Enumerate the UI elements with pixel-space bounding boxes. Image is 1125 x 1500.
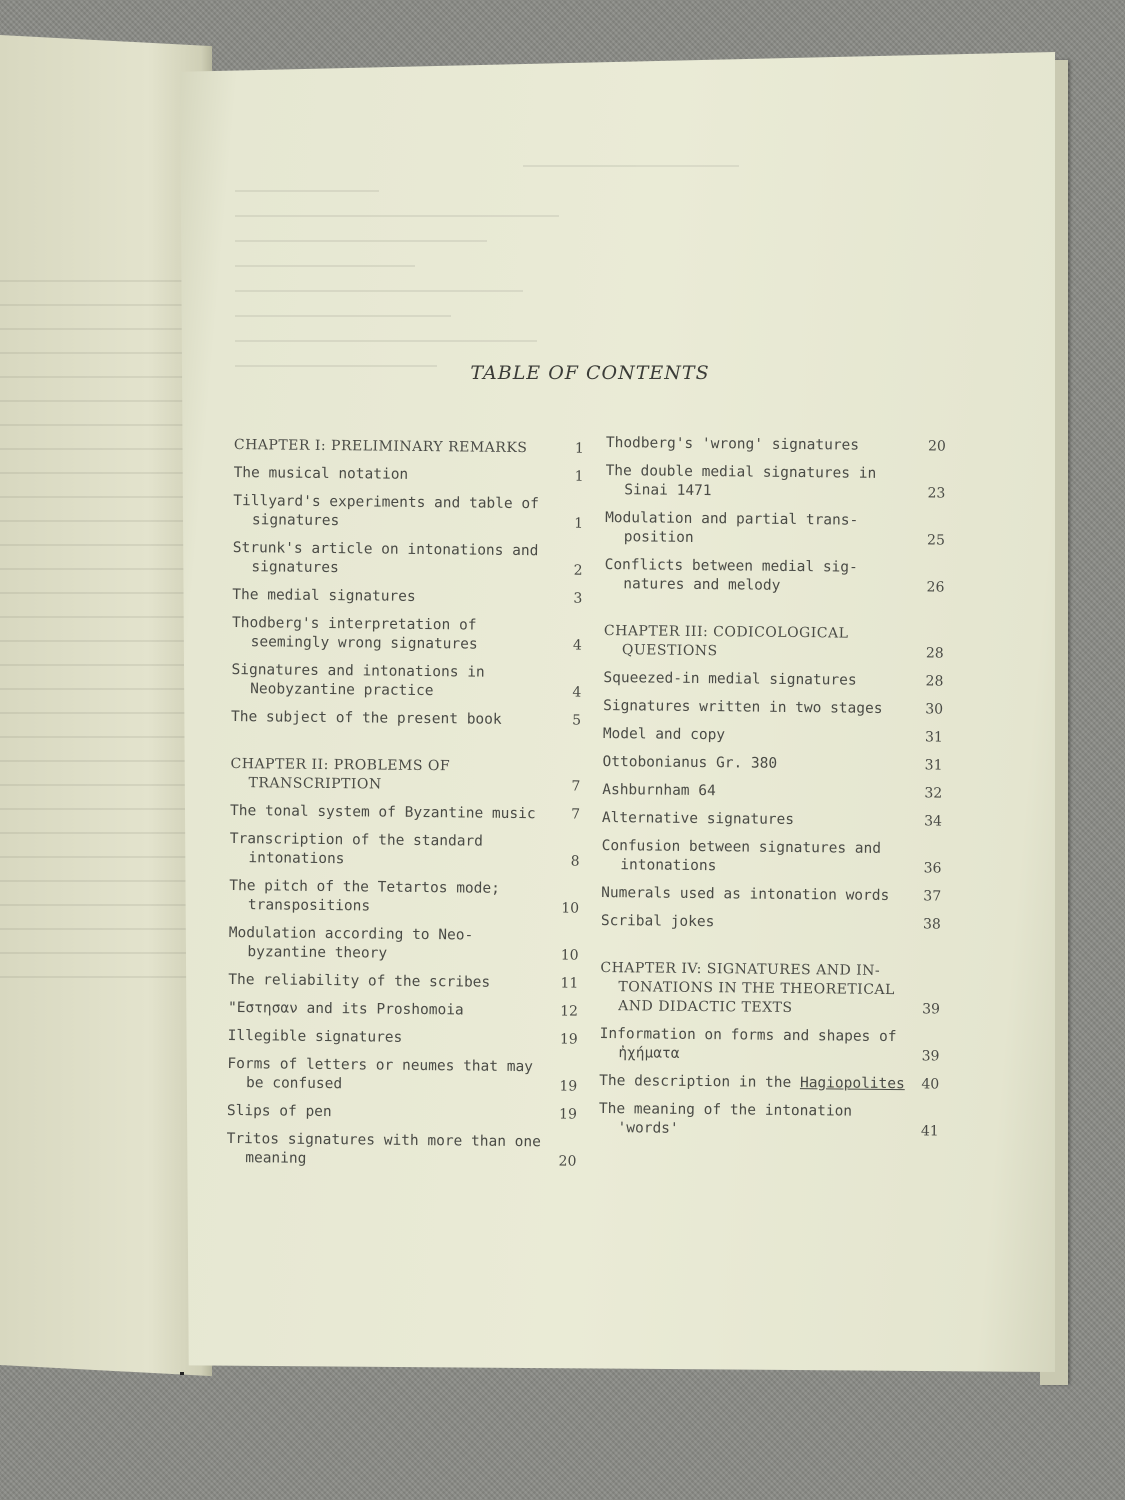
toc-page-number: 8 [570,853,580,870]
toc-entry [602,753,942,776]
toc-entry-title: Thodberg's 'wrong' signatures [605,434,860,454]
toc-page-number: 4 [572,637,582,654]
toc-entry [228,971,578,994]
toc-entry-title: Illegible signatures [227,1027,403,1046]
toc-entry-title: Thodberg's interpretation of seemingly wrong signatures [231,614,478,653]
toc-page-number: 7 [571,806,581,823]
toc-page-number: 11 [560,975,579,992]
toc-entry [601,837,941,879]
toc-page-number: 19 [559,1106,577,1123]
toc-entry-title: The meaning of the intonation 'words' [598,1100,853,1137]
toc-entry-title: Confusion between signatures and intonations [601,837,882,875]
toc-entry-title: Modulation according to Neo-byzantine theory [228,924,474,962]
toc-entry-title: The subject of the present book [230,708,502,728]
toc-entry-title: The description in the Hagiopolites [599,1072,905,1093]
toc-page-number: 23 [927,485,946,502]
toc-entry [603,669,943,692]
toc-page-number: 37 [923,888,942,905]
toc-page-number: 39 [921,1048,940,1065]
toc-entry-title: Tillyard's experiments and table of signatures [233,492,539,530]
toc-entry [229,877,579,919]
toc-entry-title: Information on forms and shapes of ἠχήματα [599,1025,897,1062]
toc-page-number: 38 [922,916,941,933]
toc-entry [227,1102,577,1125]
toc-page-number: 1 [574,468,584,485]
toc-page-number: 31 [924,729,943,746]
toc-entry [599,1100,939,1142]
toc-page-number: 40 [921,1076,940,1093]
toc-entry-title: Ottobonianus Gr. 380 [602,753,778,772]
toc-page-number: 1 [574,515,584,532]
toc-page-number: 10 [561,900,580,917]
toc-page-number: 28 [925,645,944,662]
toc-page-number: 20 [927,438,946,455]
toc-entry [232,614,582,656]
toc-entry [230,802,580,825]
page-speck [180,1372,184,1375]
page-title: TABLE OF CONTENTS [470,362,710,384]
toc-entry-title: Alternative signatures [601,809,795,828]
toc-right-column [599,434,946,1151]
toc-entry-title: Ashburnham 64 [602,781,716,800]
toc-page-number: 39 [922,1001,941,1018]
toc-entry-title: "Εστησαν and its Proshomoia [227,999,464,1019]
toc-entry-title: The reliability of the scribes [228,971,491,991]
toc-entry [603,725,943,748]
toc-entry [227,1055,577,1097]
toc-entry-title: The pitch of the Tetartos mode; transpositions [229,877,500,915]
toc-page-number: 19 [559,1078,578,1095]
toc-page-number: 41 [920,1123,939,1140]
toc-entry-title: Model and copy [602,725,726,744]
toc-entry-title: Scribal jokes [600,912,715,931]
toc-entry-title: Signatures and intonations in Neobyzantine practice [231,661,485,700]
toc-entry [603,697,943,720]
toc-entry-title: Forms of letters or neumes that may be confused [227,1055,534,1093]
toc-entry [601,912,941,935]
toc-page-number: 20 [558,1153,577,1170]
toc-chapter-entry [234,436,584,459]
toc-entry-title: Slips of pen [226,1102,332,1121]
toc-page-number: 34 [924,813,943,830]
toc-page-number: 31 [924,757,943,774]
toc-chapter-entry [600,959,941,1020]
toc-entry-title: CHAPTER II: PROBLEMS OF TRANSCRIPTION [230,755,451,793]
toc-page-number: 1 [574,440,584,457]
toc-entry [234,464,584,487]
toc-left-column [226,436,584,1181]
toc-entry [226,1130,576,1172]
toc-entry [604,556,944,598]
toc-entry-title: CHAPTER IV: SIGNATURES AND IN-TONATIONS IN THE THEORETICAL AND DIDACTIC TEXTS [600,959,895,1016]
toc-entry [602,809,942,832]
toc-entry [232,586,582,609]
toc-entry [231,661,581,703]
toc-chapter-entry [604,622,944,664]
toc-page-number: 28 [925,673,944,690]
toc-entry [605,509,945,551]
toc-page-number: 36 [923,860,942,877]
toc-entry-title: Numerals used as intonation words [601,884,890,904]
toc-page-number: 2 [573,562,583,579]
toc-chapter-entry [230,755,580,797]
toc-page-number: 7 [571,778,581,795]
toc-entry-title: Tritos signatures with more than one meaning [226,1130,541,1167]
underlined-title-word: Hagiopolites [799,1075,905,1093]
toc-entry-title: Squeezed-in medial signatures [603,669,857,689]
toc-entry [228,924,578,966]
toc-page-number: 10 [560,947,579,964]
toc-entry [233,492,583,534]
toc-entry [228,1027,578,1050]
toc-entry-title: The musical notation [233,464,409,483]
toc-entry [233,539,583,581]
toc-entry [605,462,945,504]
toc-page-number: 3 [573,590,583,607]
toc-page-number: 5 [572,712,582,729]
toc-entry-title: The medial signatures [232,586,416,605]
toc-entry [229,830,579,872]
toc-page-number: 32 [924,785,943,802]
toc-page-number: 26 [926,579,945,596]
toc-entry [606,434,946,457]
toc-page-number: 19 [559,1031,578,1048]
toc-entry-title: Transcription of the standard intonations [229,830,484,868]
left-page-bleed-through [0,280,200,1180]
toc-entry-title: CHAPTER I: PRELIMINARY REMARKS [233,436,528,457]
toc-entry-title: CHAPTER III: CODICOLOGICAL QUESTIONS [603,622,849,660]
toc-page-number: 12 [560,1003,579,1020]
toc-entry-title: Signatures written in two stages [603,697,883,717]
toc-entry [228,999,578,1022]
toc-entry [599,1072,939,1095]
toc-entry [231,708,581,731]
toc-entry [602,781,942,804]
toc-page-number: 4 [572,684,582,701]
toc-page-number: 25 [926,532,945,549]
toc-page-number: 30 [925,701,944,718]
toc-entry-title: The double medial signatures in Sinai 1471 [605,462,877,500]
toc-entry [601,884,941,907]
toc-entry-title: Strunk's article on intonations and signatures [232,539,539,577]
toc-entry [599,1025,939,1067]
toc-entry-title: The tonal system of Byzantine music [229,802,536,823]
toc-entry-title: Modulation and partial trans-position [605,509,859,546]
toc-entry-title: Conflicts between medial sig-natures and melody [604,556,858,594]
